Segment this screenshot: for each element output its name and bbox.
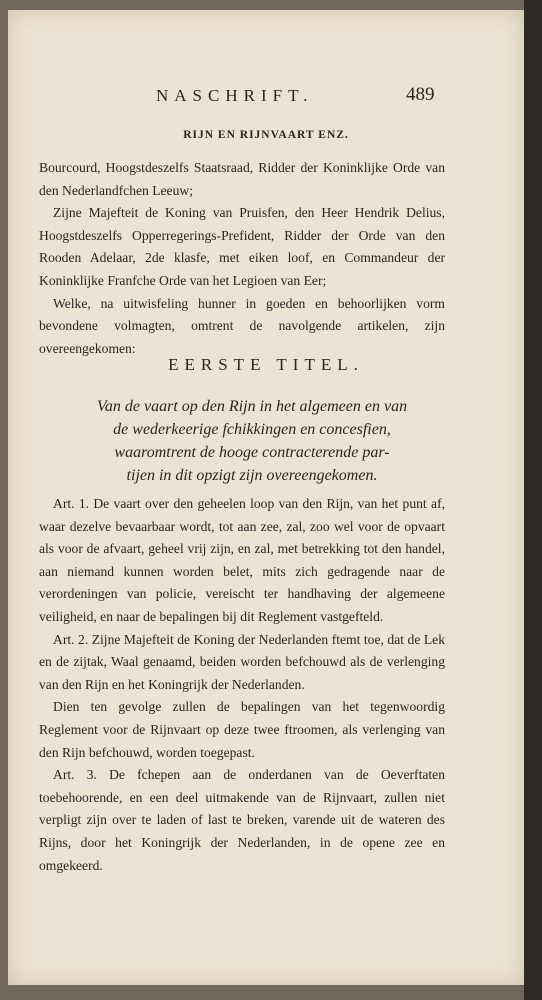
book-gutter-edge	[524, 0, 542, 1000]
section-title	[32, 395, 472, 487]
section-title-line: tijen in dit opzigt zijn overeengekomen.	[126, 467, 378, 484]
intro-paragraph-1: Bourcourd, Hoogstdeszelfs Staatsraad, Ridder der Koninklijke Orde van den Nederlandfchen Leeuw;	[39, 160, 445, 198]
article-2: Art. 2. Zijne Majefteit de Koning der Nederlanden ftemt toe, dat de Lek en de zijtak, Waal genaamd, beiden worden befchouwd als de verlenging van den Rijn en het Koningrijk der Nederlanden.	[39, 631, 445, 692]
page-subtitle: RIJN EN RIJNVAART ENZ.	[183, 129, 349, 141]
articles-block	[39, 493, 445, 877]
intro-block	[39, 157, 445, 360]
article-3: Art. 3. De fchepen aan de onderdanen van de Oeverftaten toebehoorende, en een deel uitmakende van de Rijnvaart, zullen niet verpligt zijn over te laden of last te breken, varende uit de wateren des Rijns, door het Koningrijk der Nederlanden, in de opene zee en omgekeerd.	[39, 767, 445, 873]
running-title: NASCHRIFT.	[156, 86, 314, 105]
intro-paragraph-3: Welke, na uitwisfeling hunner in goeden en behoorlijken vorm bevondene volmagten, omtrent de navolgende artikelen, zijn overeengekomen:	[39, 295, 445, 356]
article-2-continuation: Dien ten gevolge zullen de bepalingen van het tegenwoordig Reglement voor de Rijnvaart op deze twee ftroomen, als verlenging van den Rijn befchouwd, worden toegepast.	[39, 699, 445, 760]
article-1: Art. 1. De vaart over den geheelen loop van den Rijn, van het punt af, waar dezelve bevaarbaar wordt, tot aan zee, zal, zoo wel voor de opvaart als voor de afvaart, geheel vrij zijn, en zal, met betrekking tot den handel, aan niemand kunnen worden belet, mits zich gedragende naar de verordeningen van policie, vereischt ter handhaving der algemeene veiligheid, en naar de bepalingen bij dit Reglement vastgefteld.	[39, 496, 445, 624]
running-header	[8, 86, 524, 110]
section-title-line: de wederkeerige fchikkingen en concesfien,	[113, 421, 391, 438]
intro-paragraph-2: Zijne Majefteit de Koning van Pruisfen, den Heer Hendrik Delius, Hoogstdeszelfs Opperregerings-Prefident, Ridder der Orde van den Rooden Adelaar, 2de klasfe, met eiken loof, en Commandeur der Koninklijke Franfche Orde van het Legioen van Eer;	[39, 205, 445, 288]
section-title-line: waaromtrent de hooge contracterende par-	[114, 444, 390, 461]
section-heading: EERSTE TITEL.	[168, 355, 364, 374]
section-title-line: Van de vaart op den Rijn in het algemeen en van	[96, 398, 408, 415]
page-number: 489	[406, 84, 435, 105]
book-page	[8, 10, 524, 985]
